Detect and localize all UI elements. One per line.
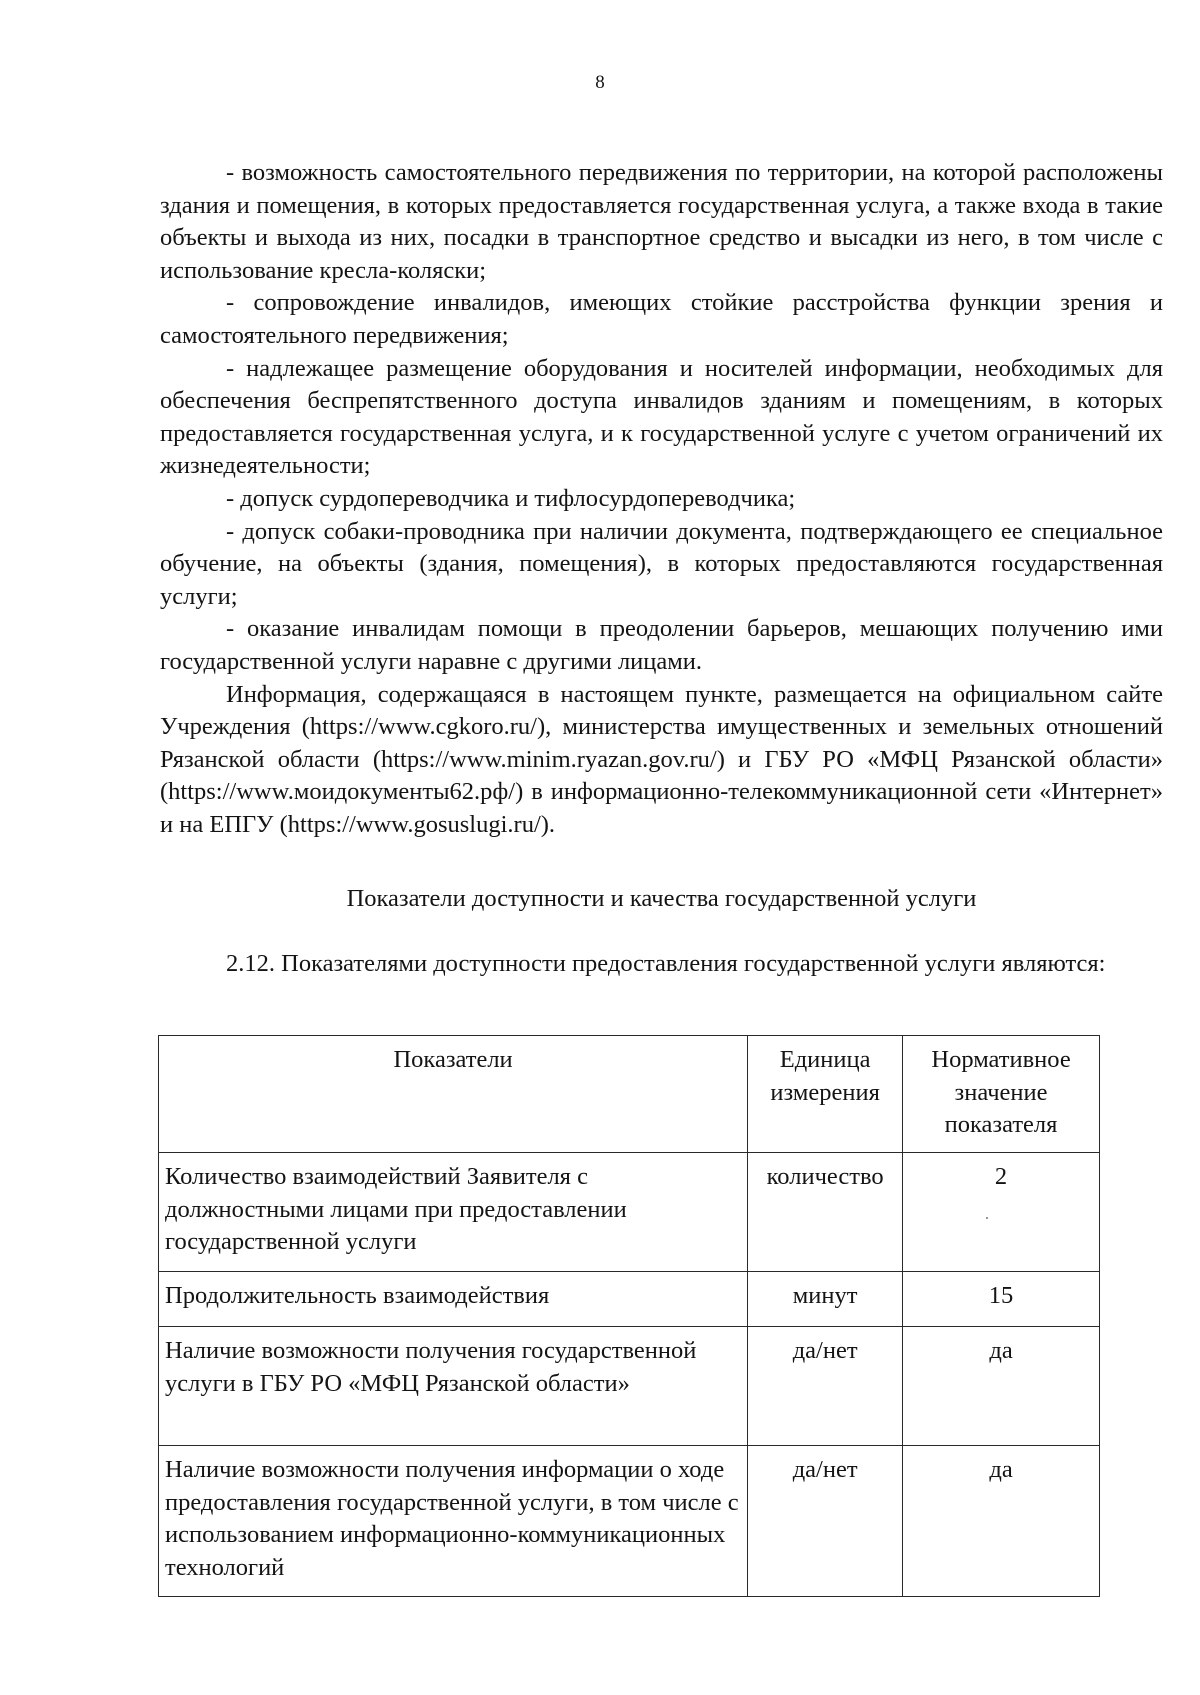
- cell-unit: минут: [748, 1272, 903, 1327]
- section-heading: Показатели доступности и качества государственной услуги: [346, 885, 977, 913]
- table-row: [159, 1153, 1100, 1272]
- paragraph-mobility: - возможность самостоятельного передвижения по территории, на которой расположены здания и помещения, в которых предоставляется государственная услуга, а также входа в такие объекты и выхода из них, посадки в транспортное средство и высадки из него, в том числе с использование кресла-коляски;: [160, 159, 1163, 284]
- table-header-row: [159, 1036, 1100, 1153]
- cell-indicator: Продолжительность взаимодействия: [159, 1272, 748, 1327]
- cell-unit: да/нет: [748, 1446, 903, 1597]
- header-unit: Единица измерения: [748, 1036, 903, 1153]
- paragraph-information: Информация, содержащаяся в настоящем пункте, размещается на официальном сайте Учреждения (https://www.cgkoro.ru/), министерства имущественных и земельных отношений Рязанской области (https://www.minim.ryazan.gov.ru/) и ГБУ РО «МФЦ Рязанской области» (https://www.моидокументы62.рф/) в информационно-телекоммуникационной сети «Интернет» и на ЕПГУ (https://www.gosuslugi.ru/).: [160, 680, 1163, 838]
- indicators-table: [158, 1035, 1100, 1597]
- cell-unit: да/нет: [748, 1327, 903, 1446]
- cell-indicator: Наличие возможности получения информации о ходе предоставления государственной услуги, в том числе с использованием информационно-коммуникационных технологий: [159, 1446, 748, 1597]
- section-intro: 2.12. Показателями доступности предоставления государственной услуги являются:: [226, 950, 1106, 978]
- page-number: 8: [595, 72, 605, 93]
- header-normative-value: Нормативное значение показателя: [903, 1036, 1100, 1153]
- table-row: [159, 1327, 1100, 1446]
- paragraph-assistance: - оказание инвалидам помощи в преодолении барьеров, мешающих получению ими государственной услуги наравне с другими лицами.: [160, 615, 1163, 675]
- cell-value: да: [903, 1446, 1100, 1597]
- scan-speck: [986, 1217, 988, 1219]
- paragraph-sign-interpreter: - допуск сурдопереводчика и тифлосурдопереводчика;: [226, 484, 796, 512]
- cell-value: да: [903, 1327, 1100, 1446]
- paragraph-guide-dog: - допуск собаки-проводника при наличии документа, подтверждающего ее специальное обучение, на объекты (здания, помещения), в которых предоставляются государственная услуги;: [160, 517, 1163, 610]
- cell-unit: количество: [748, 1153, 903, 1272]
- cell-indicator: Наличие возможности получения государственной услуги в ГБУ РО «МФЦ Рязанской области»: [159, 1327, 748, 1446]
- cell-value: 15: [903, 1272, 1100, 1327]
- header-indicator: Показатели: [159, 1036, 748, 1153]
- table-row: [159, 1272, 1100, 1327]
- cell-value: 2: [903, 1153, 1100, 1272]
- document-body: [160, 157, 1163, 979]
- table-row: [159, 1446, 1100, 1597]
- cell-indicator: Количество взаимодействий Заявителя с должностными лицами при предоставлении государственной услуги: [159, 1153, 748, 1272]
- paragraph-escort: - сопровождение инвалидов, имеющих стойкие расстройства функции зрения и самостоятельного передвижения;: [160, 289, 1163, 349]
- paragraph-equipment: - надлежащее размещение оборудования и носителей информации, необходимых для обеспечения беспрепятственного доступа инвалидов зданиям и помещениям, в которых предоставляется государственная услуга, и к государственной услуге с учетом ограничений их жизнедеятельности;: [160, 354, 1163, 480]
